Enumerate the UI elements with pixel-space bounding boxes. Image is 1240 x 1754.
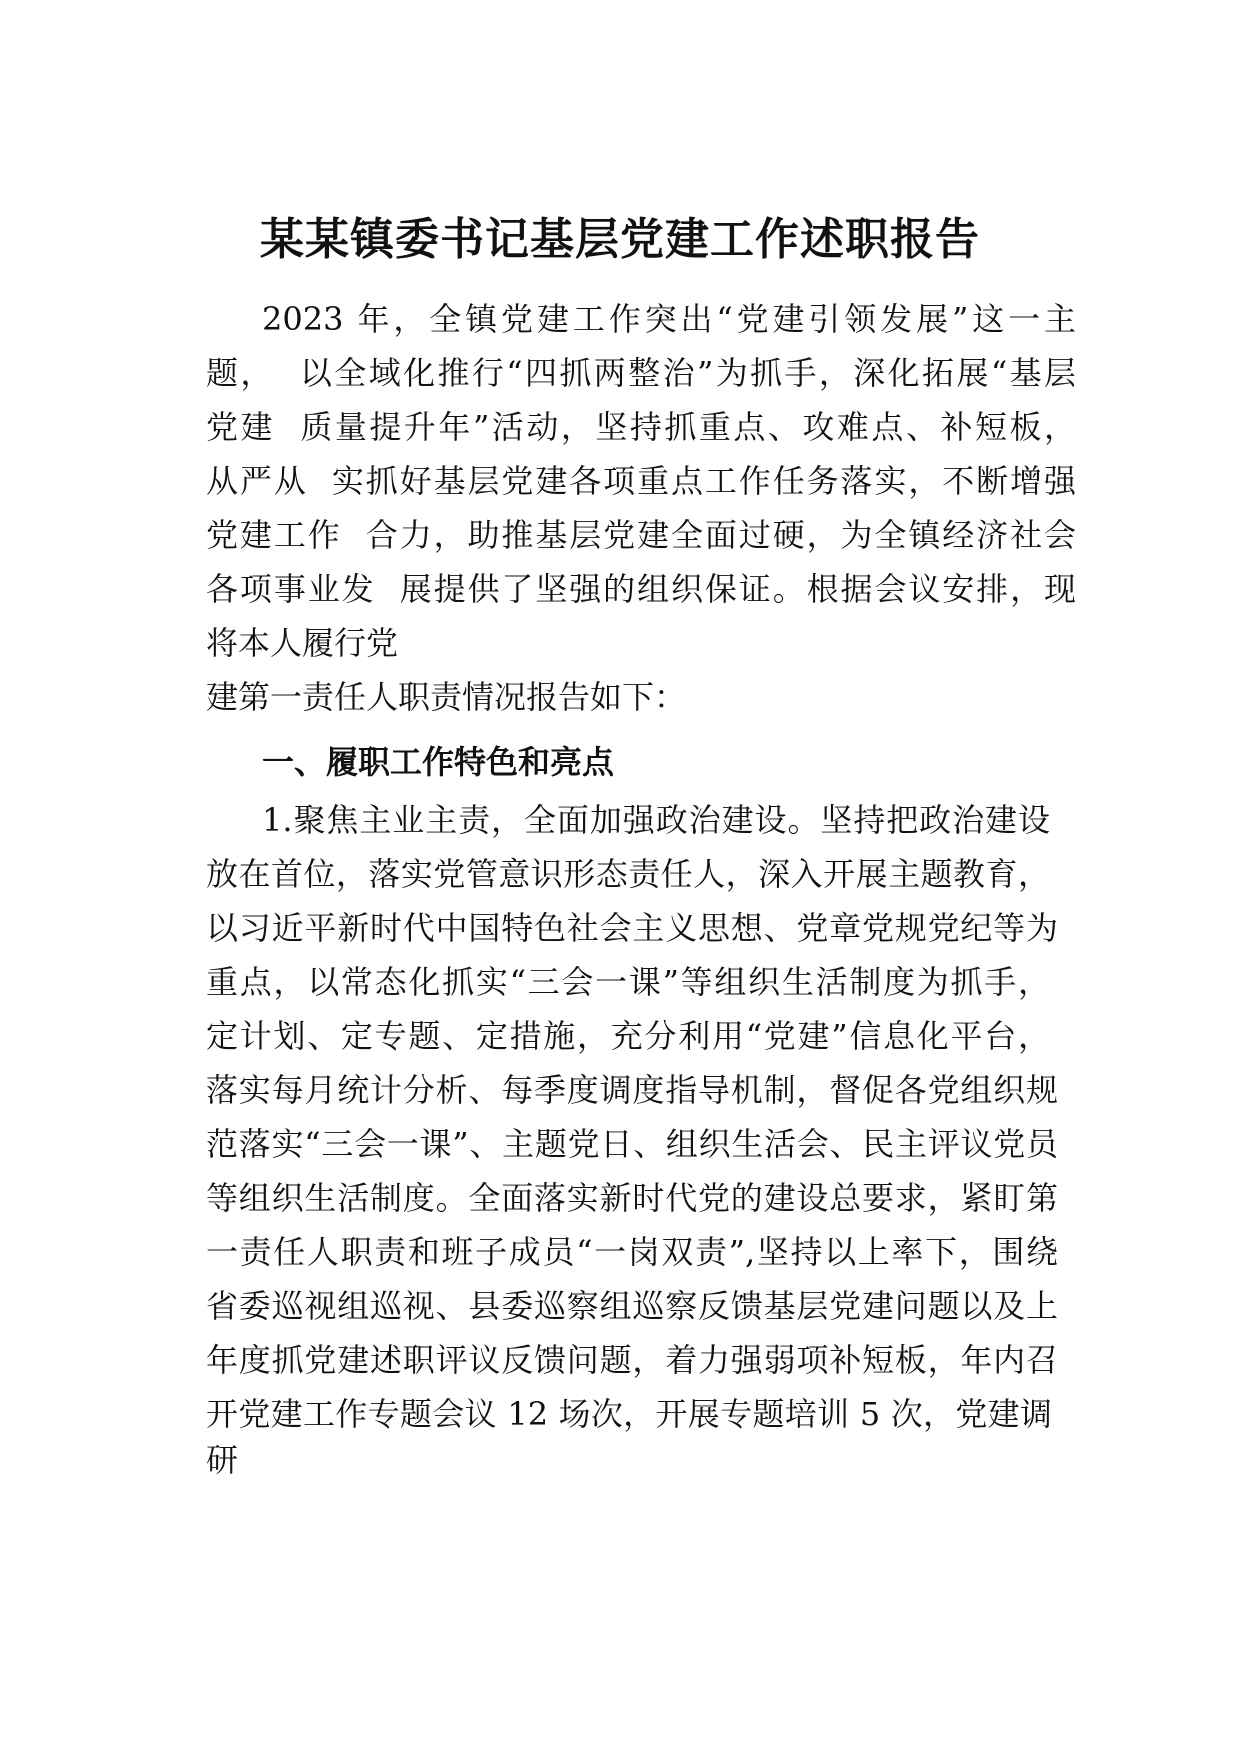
paragraph-line: 范落实“三会一课”、主题党日、组织生活会、民主评议党员 xyxy=(206,1125,1058,1163)
paragraph-line: 开党建工作专题会议 12 场次，开展专题培训 5 次，党建调 xyxy=(206,1395,1052,1433)
paragraph-line: 重点，以常态化抓实“三会一课”等组织生活制度为抓手， xyxy=(206,963,1050,1001)
paragraph-line: 建第一责任人职责情况报告如下： xyxy=(206,678,687,716)
paragraph-line: 研 xyxy=(206,1441,239,1479)
document-title: 某某镇委书记基层党建工作述职报告 xyxy=(260,214,980,265)
paragraph-line: 各项事业发 展提供了坚强的组织保证。根据会议安排，现 xyxy=(206,570,1076,608)
paragraph-line: 等组织生活制度。全面落实新时代党的建设总要求，紧盯第 xyxy=(206,1179,1058,1217)
paragraph-line: 落实每月统计分析、每季度调度指导机制，督促各党组织规 xyxy=(206,1071,1058,1109)
paragraph-line: 1.聚焦主业主责，全面加强政治建设。坚持把政治建设 xyxy=(262,801,1050,839)
paragraph-line: 2023 年，全镇党建工作突出“党建引领发展”这一主 xyxy=(262,300,1076,338)
paragraph-line: 从严从 实抓好基层党建各项重点工作任务落实，不断增强 xyxy=(206,462,1076,500)
paragraph-line: 省委巡视组巡视、县委巡察组巡察反馈基层党建问题以及上 xyxy=(206,1287,1058,1325)
paragraph-line: 定计划、定专题、定措施，充分利用“党建”信息化平台， xyxy=(206,1017,1050,1055)
paragraph-line: 将本人履行党 xyxy=(206,624,399,662)
paragraph-line: 题， 以全域化推行“四抓两整治”为抓手，深化拓展“基层 xyxy=(206,354,1076,392)
paragraph-line: 年度抓党建述职评议反馈问题，着力强弱项补短板，年内召 xyxy=(206,1341,1058,1379)
paragraph-line: 党建工作 合力，助推基层党建全面过硬，为全镇经济社会 xyxy=(206,516,1076,554)
paragraph-line: 党建 质量提升年”活动，坚持抓重点、攻难点、补短板， xyxy=(206,408,1076,446)
paragraph-line: 一责任人职责和班子成员“一岗双责”,坚持以上率下，围绕 xyxy=(206,1233,1058,1271)
paragraph-line: 以习近平新时代中国特色社会主义思想、党章党规党纪等为 xyxy=(206,909,1058,947)
section-heading: 一、履职工作特色和亮点 xyxy=(262,743,615,781)
paragraph-line: 放在首位，落实党管意识形态责任人，深入开展主题教育， xyxy=(206,855,1050,893)
